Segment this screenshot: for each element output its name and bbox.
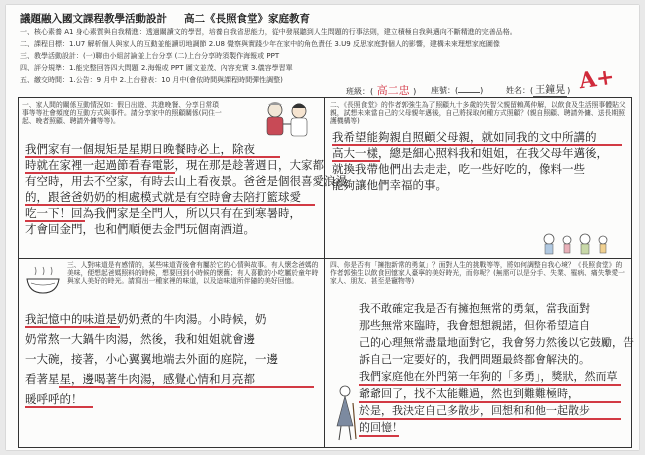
info-line-deadline: 五、繳交時間：1.公告：9 月中 2.上台發表：10 月中(會依時間與課程時間彈性調整) xyxy=(20,76,283,84)
info-line-goals: 二、課程目標：1.U7 解析個人與家人的互動並能讀切地調節 2.U8 覺察與實踐少年在家中的角色責任 3.U9 反思家庭對個人的影響，建構未來理想家庭圖像 xyxy=(20,40,500,48)
answer-3-line-1: 我記憶中的味道是奶奶煮的牛肉湯。小時候，奶 xyxy=(25,312,267,326)
answer-1-line-6: 才會回金門，也和們順便去金門玩個南酒道。 xyxy=(25,222,255,236)
worksheet-title: 議題融入國文課程教學活動設計 xyxy=(20,13,167,25)
teacher-underline xyxy=(359,384,621,386)
answer-3-line-5: 暖呼呼的！ xyxy=(25,392,83,406)
question-4: 四、你是否有「擁抱新常的勇氣」？面對人生的挑戰等等，將如何調整自我心境？《長照食堂》的作者郭強生以飲食回憶家人臺寧的美好時光，而你呢？(無需可以是分手、失業、罹病、痛失摯愛一家人、朋友、甚至是寵物等) xyxy=(330,261,625,286)
worksheet xyxy=(6,5,639,450)
grade-mark: A+ xyxy=(577,63,617,95)
answer-4-line-3: 己的心理無常盡量地面對它，我會努力然後以它鼓勵，告 xyxy=(359,336,634,349)
answer-4-line-1: 我不敢確定我是否有擁抱無常的勇氣，當我面對 xyxy=(359,302,590,315)
family-illustration-icon xyxy=(539,230,619,256)
info-line-core: 一、核心素養 A1 身心素質與自我精進：透過關讀文的學習，培養自我省思能力，從中發展聽到人生問題的行事法則，建立積極自我與邁向不斷精進的完善品格。 xyxy=(20,28,517,36)
answer-2-line-2: 高大一樣，總是細心照料我和姐姐，在我父母年邁後， xyxy=(332,146,608,160)
question-1: 一、家人間的關係互動情況如：假日出遊、共進晚餐、分享日常瑣事等等社會頻度的互動方式與事件。請分享家中的照顧關係(同住一起、晚者照顧、聘請外傭等等)。 xyxy=(22,101,222,126)
figure-with-cane-icon xyxy=(331,383,359,443)
question-2: 二、《長照食堂》的作者郭強生為了照顧九十多歲的失智父親留賴萬仲解，以飲食及生活照事體貼父親，試想未來當自己的父母親年邁後，自己將採取何種方式照顧？(親自照顧、聘請外傭、送長期照護機構等) xyxy=(330,101,626,126)
info-line-activity: 三、教學活動設計：(一)聯由小組討論並上台分享 (二)上台分享時須製作海報或 PPT xyxy=(20,52,280,60)
teacher-underline xyxy=(359,435,399,437)
question-3: 三、人對味道是有感情的，某些味道背後會有屬於它的心情與故事。有人懷念爸媽的美味，便想起爸媽照料的時候，想要回到小時候的懷舊；有人喜歡的小吃屬於童年時與家人美好的時光。請寫出一種家裡的味道，以及這味道所伴隨的美好回憶。 xyxy=(67,261,319,286)
worksheet-subtitle: 高二《長照食堂》家庭教育 xyxy=(184,13,310,25)
teacher-underline xyxy=(332,160,380,162)
teacher-underline xyxy=(25,172,175,174)
class-field: 班級：( 高二忠 ) xyxy=(346,84,417,97)
answer-3-line-4: 看著星星，邊喝著牛肉湯，感覺心情和月亮都 xyxy=(25,372,255,386)
answer-4-line-8: 的回憶！ xyxy=(359,421,403,434)
seat-field: 座號：( ) xyxy=(431,86,484,95)
answer-2-line-1: 我希望能夠親自照顧父母親，就如同我的文中所講的 xyxy=(332,130,597,144)
answer-3-line-3: 一大碗，接著，小心翼翼地端去外面的庭院，一邊 xyxy=(25,352,278,366)
teacher-underline xyxy=(25,204,315,206)
answer-1-line-4: 的，跟爸爸奶奶的相處模式就是有空時會去陪打籃球愛 xyxy=(25,190,301,204)
teacher-underline xyxy=(25,220,85,222)
class-value: 高二忠 xyxy=(373,85,413,98)
answer-1-line-5: 吃一下！回為我們家是全門人，所以只有在到寒暑時， xyxy=(25,206,301,220)
seat-value xyxy=(458,92,480,93)
row-divider xyxy=(19,258,631,259)
teacher-underline xyxy=(59,386,314,388)
answer-2-line-3: 就換我帶他們出去走走，吃一些好吃的，像料一些 xyxy=(332,162,585,176)
teacher-underline xyxy=(25,406,93,408)
teacher-underline xyxy=(25,156,280,158)
column-divider xyxy=(324,98,325,447)
answer-4-line-5: 我們家庭他在外門第一年狗的「多勇」，獎狀，然而草 xyxy=(359,370,618,383)
teacher-underline xyxy=(25,326,120,328)
answer-4-line-7: 於是，我決定自己多散步，回想和和他一起散步 xyxy=(359,404,590,417)
teacher-underline xyxy=(359,401,621,403)
answer-4-line-4: 訴自己一定要好的，我們問題最終都會解決的。 xyxy=(359,353,590,366)
name-value: 王鐘晃 xyxy=(535,85,566,96)
soup-bowl-icon xyxy=(23,263,63,297)
answer-grid xyxy=(18,97,632,448)
answer-4-line-6: 爺爺回了，找不太能難過，然也到難難極時， xyxy=(359,387,579,400)
elderly-care-illustration-icon xyxy=(255,99,321,139)
answer-1-line-3: 有空時，用去不空家，有時去山上看夜景。爸爸是個很喜愛浪漫 xyxy=(25,174,347,188)
info-line-criteria: 四、評分規準：1.能完整回答四大問題 2.海報或 PPT 圖文並茂、內容充實 3.儀容學習單 xyxy=(20,64,293,72)
teacher-underline xyxy=(332,144,622,146)
answer-1-line-2: 時就在家裡一起過節看春電影，現在那是趁著週日，大家都 xyxy=(25,158,324,172)
answer-2-line-4: 能夠讓他們幸福的事。 xyxy=(332,178,447,192)
answer-4-line-2: 那些無常來臨時，我會想想親諾，但你希望這自 xyxy=(359,319,590,332)
answer-1-line-1: 我們家有一個規矩是星期日晚餐時必上，除夜 xyxy=(25,142,255,156)
name-field: 姓名：( 王鐘晃 ) xyxy=(506,85,571,96)
teacher-underline xyxy=(359,418,621,420)
answer-3-line-2: 奶常熬一大鍋牛肉湯，然後，我和姐姐就會邊 xyxy=(25,332,255,346)
